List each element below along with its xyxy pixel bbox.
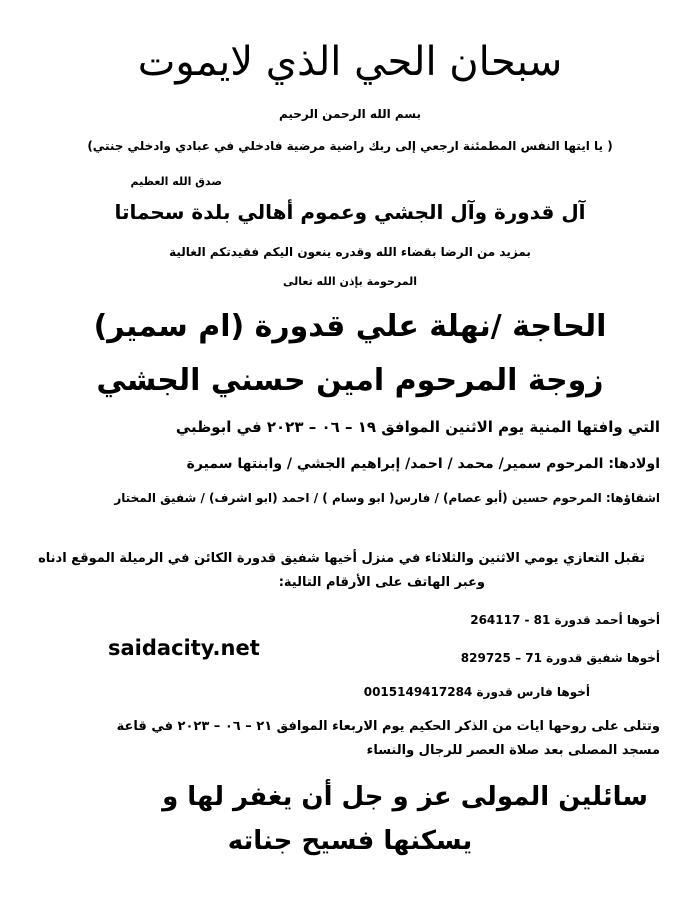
death-date-line: التي وافتها المنية يوم الاثنين الموافق ١٩ – ٠٦ – ٢٠٢٣ في ابوظبي bbox=[175, 418, 660, 436]
quran-reading-line: وتتلى على روحها ايات من الذكر الحكيم يوم الاربعاء الموافق ٢١ – ٠٦ – ٢٠٢٣ في قاعة bbox=[116, 719, 660, 734]
children-line: اولادها: المرحوم سمير/ محمد / احمد/ إبراهيم الجشي / وابنتها سميرة bbox=[186, 456, 660, 472]
condolence-line: بمزيد من الرضا بقضاء الله وقدره ينعون اليكم فقيدتكم الغالية bbox=[169, 245, 531, 259]
phone-intro-line: وعبر الهاتف على الأرقام التالية: bbox=[278, 575, 485, 590]
deceased-name: الحاجة /نهلة علي قدورة (ام سمير) bbox=[93, 309, 607, 344]
watermark: saidacity.net bbox=[108, 636, 260, 660]
bismillah-line: بسم الله الرحمن الرحيم bbox=[278, 107, 422, 121]
phone-line: أخوها فارس قدورة 0015149417284 bbox=[363, 685, 590, 699]
siblings-line: اشقاؤها: المرحوم حسين (أبو عصام) / فارس( ابو وسام ) / احمد (ابو اشرف) / شفيق المختار bbox=[114, 491, 660, 505]
closing-prayer-line: يسكنها فسيح جناته bbox=[227, 826, 473, 856]
families-heading: آل قدورة وآل الجشي وعموم أهالي بلدة سحماتا bbox=[114, 200, 586, 224]
marhuma-line: المرحومة بإذن الله تعالى bbox=[283, 275, 417, 288]
condolence-reception-line: تقبل التعازي يومي الاثنين والثلاثاء في منزل أخيها شفيق قدورة الكائن في الرميلة الموقع ادناه bbox=[38, 551, 645, 566]
husband-line: زوجة المرحوم امين حسني الجشي bbox=[96, 363, 604, 398]
phone-line: أخوها أحمد قدورة 81 - 264117 bbox=[470, 613, 660, 627]
notice-title: سبحان الحي الذي لايموت bbox=[137, 39, 563, 85]
quran-verse: ( يا ايتها النفس المطمئنة ارجعي إلى ربك راضية مرضية فادخلي في عبادي وادخلي جنتي) bbox=[87, 139, 613, 153]
closing-prayer-line: سائلين المولى عز و جل أن يغفر لها و bbox=[162, 782, 648, 812]
phone-line: أخوها شفيق قدورة 71 – 829725 bbox=[460, 651, 660, 665]
quran-reading-venue-line: مسجد المصلى بعد صلاة العصر للرجال والنساء bbox=[366, 743, 660, 758]
sadaq-line: صدق الله العظيم bbox=[130, 175, 222, 188]
